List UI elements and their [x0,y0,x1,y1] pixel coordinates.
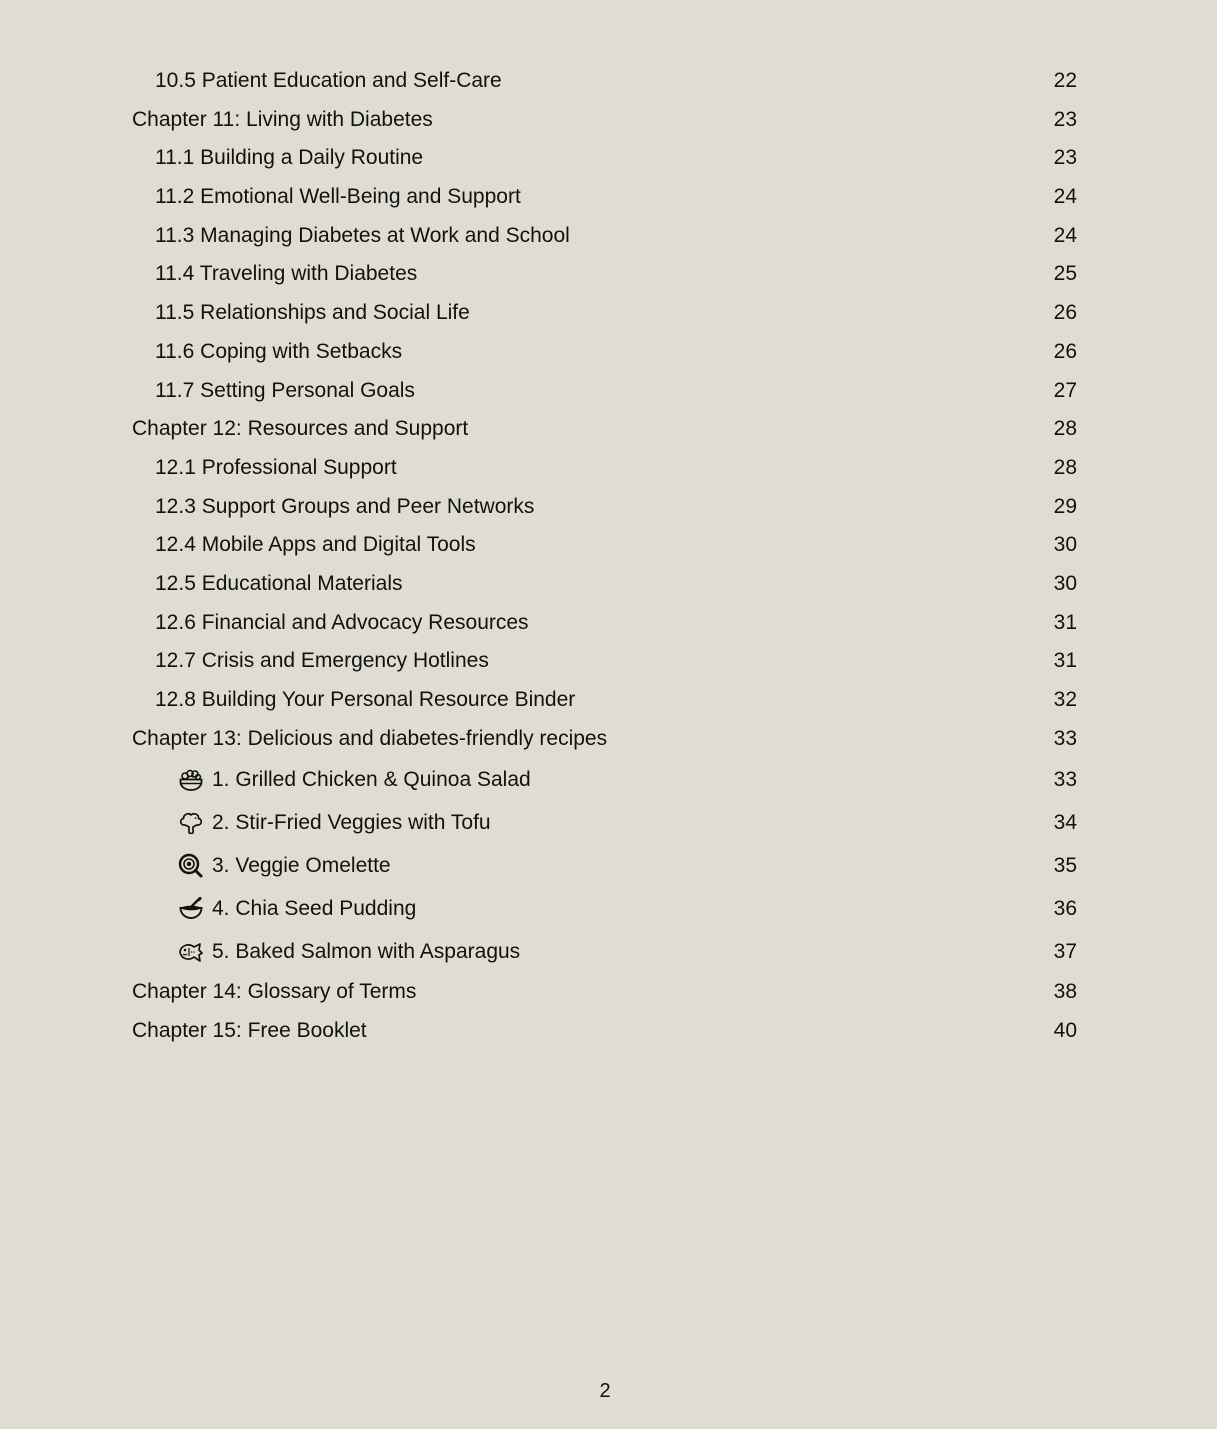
toc-entry[interactable] [132,372,1077,411]
toc-recipe-entry[interactable] [132,844,1077,887]
toc-entry[interactable] [132,139,1077,178]
toc-entry-label: 11.6 Coping with Setbacks [155,339,403,363]
toc-entry-page: 28 [1053,455,1077,479]
toc-entry-label: 11.4 Traveling with Diabetes [155,262,418,286]
toc-chapter-entry[interactable] [132,720,1077,759]
toc-chapter-entry[interactable] [132,101,1077,140]
page-number: 2 [599,1380,611,1402]
toc-entry-page: 26 [1053,301,1077,325]
toc-entry-label: 12.5 Educational Materials [155,571,403,595]
toc-entry-page: 31 [1053,649,1077,673]
toc-entry[interactable] [132,604,1077,643]
toc-entry[interactable] [132,62,1077,101]
toc-entry-page: 34 [1053,811,1077,835]
toc-entry-page: 22 [1053,69,1077,92]
toc-entry[interactable] [132,488,1077,527]
toc-entry-page: 31 [1053,610,1077,634]
frying-pan-egg-icon [178,853,204,879]
toc-chapter-entry[interactable] [132,1012,1077,1051]
toc-entry-label: 12.4 Mobile Apps and Digital Tools [155,533,476,557]
toc-entry-page: 28 [1053,417,1077,441]
toc-entry-page: 37 [1053,940,1077,964]
table-of-contents [132,62,1077,1051]
toc-entry-page: 30 [1053,533,1077,557]
toc-entry-label: 11.1 Building a Daily Routine [155,146,424,170]
toc-recipe-entry[interactable] [132,758,1077,801]
toc-entry[interactable] [132,565,1077,604]
toc-entry[interactable] [132,681,1077,720]
toc-entry-page: 24 [1053,185,1077,209]
toc-recipe-entry[interactable] [132,930,1077,973]
toc-entry-label: 12.7 Crisis and Emergency Hotlines [155,649,489,673]
toc-entry[interactable] [132,217,1077,256]
toc-entry[interactable] [132,333,1077,372]
toc-entry[interactable] [132,526,1077,565]
toc-entry-page: 40 [1053,1019,1077,1043]
toc-entry-label: Chapter 14: Glossary of Terms [132,980,417,1004]
toc-entry-page: 30 [1053,571,1077,595]
toc-entry[interactable] [132,178,1077,217]
toc-entry-label: 10.5 Patient Education and Self-Care [155,69,502,92]
toc-entry-page: 38 [1053,980,1077,1004]
toc-entry-label: 11.3 Managing Diabetes at Work and School [155,223,570,247]
toc-chapter-entry[interactable] [132,410,1077,449]
toc-entry-label: 11.7 Setting Personal Goals [155,378,415,402]
toc-entry[interactable] [132,255,1077,294]
toc-entry-label: 3. Veggie Omelette [212,854,391,878]
toc-entry-label: 12.8 Building Your Personal Resource Binder [155,688,576,711]
toc-entry-page: 32 [1053,688,1077,711]
bowl-with-spoon-icon [178,896,204,922]
toc-entry-label: Chapter 15: Free Booklet [132,1019,367,1043]
toc-entry-page: 25 [1053,262,1077,286]
toc-entry-page: 24 [1053,223,1077,247]
toc-entry-label: Chapter 12: Resources and Support [132,417,469,441]
toc-entry[interactable] [132,642,1077,681]
toc-entry-page: 33 [1053,726,1077,750]
toc-entry-label: 4. Chia Seed Pudding [212,897,417,921]
toc-entry-label: 5. Baked Salmon with Asparagus [212,940,521,964]
toc-entry-label: Chapter 11: Living with Diabetes [132,107,433,131]
toc-entry-label: 12.6 Financial and Advocacy Resources [155,610,529,634]
fish-icon [178,939,204,965]
toc-entry-label: 12.1 Professional Support [155,455,397,479]
toc-entry-page: 23 [1053,146,1077,170]
toc-chapter-entry[interactable] [132,973,1077,1012]
toc-entry-label: 11.5 Relationships and Social Life [155,301,470,325]
broccoli-icon [178,810,204,836]
toc-recipe-entry[interactable] [132,801,1077,844]
toc-entry-page: 23 [1053,107,1077,131]
toc-entry-label: 12.3 Support Groups and Peer Networks [155,494,535,518]
toc-entry-page: 35 [1053,854,1077,878]
toc-entry-page: 29 [1053,494,1077,518]
toc-entry-page: 36 [1053,897,1077,921]
salad-bowl-icon [178,767,204,793]
toc-entry-page: 33 [1053,768,1077,792]
toc-entry-page: 26 [1053,339,1077,363]
toc-entry-label: Chapter 13: Delicious and diabetes-friendly recipes [132,726,608,750]
toc-entry[interactable] [132,294,1077,333]
toc-entry-label: 2. Stir-Fried Veggies with Tofu [212,811,491,835]
toc-entry-label: 11.2 Emotional Well-Being and Support [155,185,521,209]
toc-recipe-entry[interactable] [132,887,1077,930]
toc-entry-page: 27 [1053,378,1077,402]
toc-entry-label: 1. Grilled Chicken & Quinoa Salad [212,768,531,792]
toc-entry[interactable] [132,449,1077,488]
